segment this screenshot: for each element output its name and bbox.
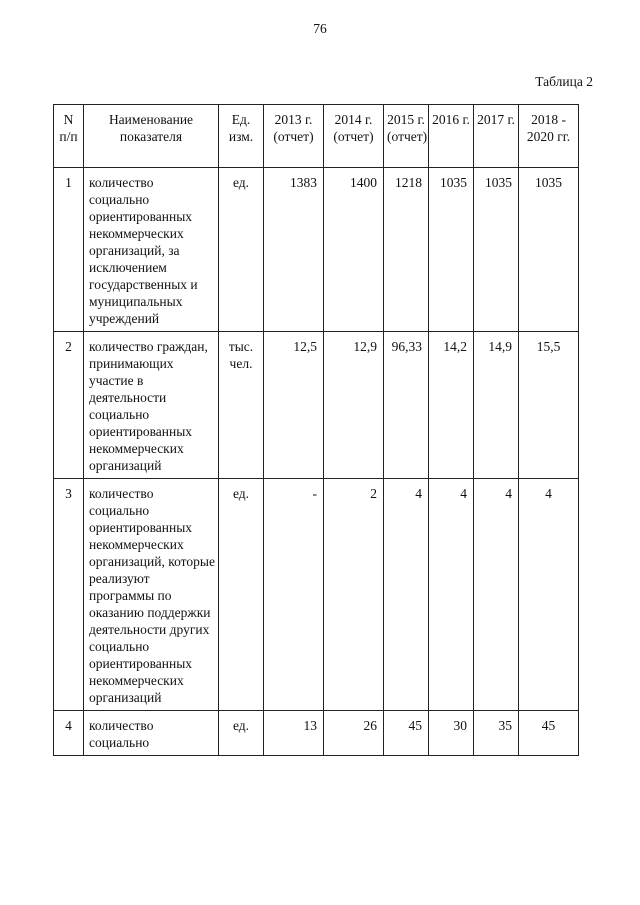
value-cell: 12,5 <box>264 332 324 479</box>
value-cell: 14,2 <box>429 332 474 479</box>
value-cell: 26 <box>324 711 384 756</box>
value-cell: 1035 <box>474 168 519 332</box>
page-number: 76 <box>313 21 327 36</box>
value-cell: 1383 <box>264 168 324 332</box>
header-cell-2014: 2014 г. (отчет) <box>324 105 384 168</box>
row-number: 2 <box>54 332 84 479</box>
value-cell: - <box>264 479 324 711</box>
unit-cell: ед. <box>219 711 264 756</box>
value-cell: 4 <box>474 479 519 711</box>
header-cell-2018-2020: 2018 - 2020 гг. <box>519 105 579 168</box>
row-number: 3 <box>54 479 84 711</box>
value-cell: 1218 <box>384 168 429 332</box>
header-cell-2013: 2013 г. (отчет) <box>264 105 324 168</box>
indicator-name: количество социально ориентированных некоммерческих организаций, за исключением государственных и муниципальных учреждений <box>84 168 219 332</box>
header-cell-num: N п/п <box>54 105 84 168</box>
value-cell: 4 <box>384 479 429 711</box>
header-cell-unit: Ед. изм. <box>219 105 264 168</box>
header-cell-name: Наименование показателя <box>84 105 219 168</box>
value-cell: 45 <box>384 711 429 756</box>
value-cell: 1400 <box>324 168 384 332</box>
data-table <box>53 104 579 756</box>
indicator-name: количество граждан, принимающих участие в деятельности социально ориентированных некоммерческих организаций <box>84 332 219 479</box>
value-cell: 45 <box>519 711 579 756</box>
value-cell: 1035 <box>429 168 474 332</box>
table-caption: Таблица 2 <box>535 74 593 89</box>
value-cell: 30 <box>429 711 474 756</box>
unit-cell: тыс. чел. <box>219 332 264 479</box>
value-cell: 2 <box>324 479 384 711</box>
row-number: 1 <box>54 168 84 332</box>
value-cell: 15,5 <box>519 332 579 479</box>
value-cell: 96,33 <box>384 332 429 479</box>
indicator-name: количество социально <box>84 711 219 756</box>
unit-cell: ед. <box>219 168 264 332</box>
row-number: 4 <box>54 711 84 756</box>
table-row <box>54 332 579 479</box>
indicator-name: количество социально ориентированных некоммерческих организаций, которые реализуют программы по оказанию поддержки деятельности других социально ориентированных некоммерческих организаций <box>84 479 219 711</box>
unit-cell: ед. <box>219 479 264 711</box>
header-cell-2017: 2017 г. <box>474 105 519 168</box>
table-row <box>54 711 579 756</box>
header-cell-2016: 2016 г. <box>429 105 474 168</box>
table-row <box>54 479 579 711</box>
value-cell: 14,9 <box>474 332 519 479</box>
value-cell: 1035 <box>519 168 579 332</box>
value-cell: 4 <box>519 479 579 711</box>
value-cell: 12,9 <box>324 332 384 479</box>
table-header-row <box>54 105 579 168</box>
value-cell: 13 <box>264 711 324 756</box>
table-row <box>54 168 579 332</box>
value-cell: 35 <box>474 711 519 756</box>
value-cell: 4 <box>429 479 474 711</box>
header-cell-2015: 2015 г.(отчет) <box>384 105 429 168</box>
